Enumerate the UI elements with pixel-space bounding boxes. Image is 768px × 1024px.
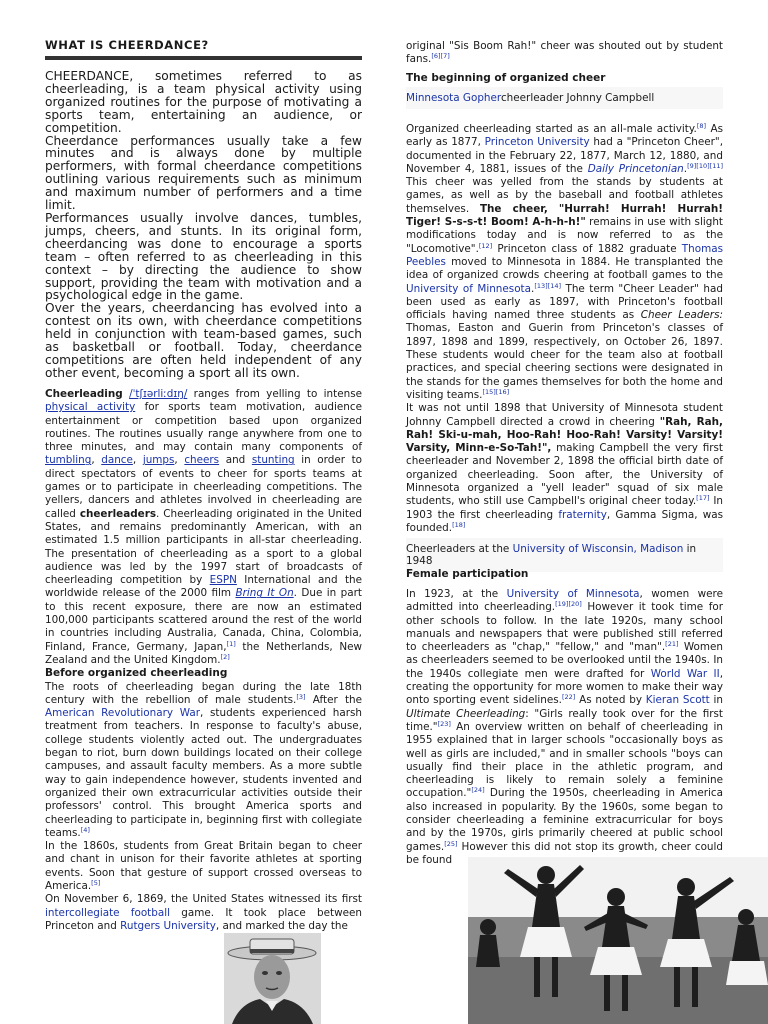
princeton-cheer-text: The cheer, "Hurrah! Hurrah! Hurrah! Tiger! S-s-s-t! Boom! A-h-h-h!" <box>406 202 724 229</box>
link-intercollegiate-football[interactable]: intercollegiate football <box>45 906 170 919</box>
portrait-image <box>224 933 321 1024</box>
intro-paragraph: Over the years, cheerdancing has evolved into a contest on its own, with cheerdance competitions held in conjunction with team-based games, such as basketball or football. Today, cheerdance competitions are often held independent of any other event, becoming a sport all its own. <box>45 301 362 380</box>
term-cheerleading: Cheerleading <box>45 388 123 400</box>
female-body <box>406 588 723 867</box>
link-cheers[interactable]: cheers <box>184 454 220 467</box>
cheerleading-paragraph: Cheerleading /ˈtʃɪərliːdɪŋ/ ranges from yelling to intense physical activity for sports team motivation, audience entertainment or competition based upon organized routines. The routines usually range anywhere from one to three minutes, and may contain many components of tumbling, dance, jumps, cheers and stunting in order to direct spectators of events to cheer for sports teams at games or to participate in cheerleading competitions. The yellers, dancers and athletes involved in cheerleading are called cheerleaders. Cheerleading originated in the United States, and remains predominantly American, with an estimated 1.5 million participants in all-star cheerleading. The presentation of cheerleading as a sport to a global audience was led by the 1997 start of broadcasts of cheerleading competition by ESPN International and the worldwide release of the 2000 film Bring It On. Due in part to this recent exposure, there are now an estimated 100,000 participants scattered around the rest of the world in countries including Australia, Canada, China, Colombia, Finland, France, Germany, Japan,[1] the Netherlands, New Zealand and the United Kingdom.[2] <box>45 388 363 666</box>
caption-wisconsin: Cheerleaders at the University of Wisconsin, Madison in 1948 <box>406 538 723 572</box>
section-heading-female: Female participation <box>406 568 529 580</box>
ref-23[interactable]: [23] <box>437 719 451 728</box>
link-minnesota-gopher[interactable]: Minnesota Gopher <box>406 92 501 104</box>
section-heading-before: Before organized cheerleading <box>45 667 228 680</box>
ref-12[interactable]: [12] <box>478 241 493 250</box>
ref-4[interactable]: [4] <box>80 825 90 834</box>
link-tumbling[interactable]: tumbling <box>45 454 92 467</box>
princeton-paragraph: Organized cheerleading started as an all-male activity.[8] As early as 1877, Princeton University had a "Princeton Cheer", documented in the February 22, 1877, March 12, 1880, and November 4, 1881, issues of the Daily Princetonian.[9][10][11] This cheer was yelled from the stands by students at games, as well as by the baseball and football athletes themselves. The cheer, "Hurrah! Hurrah! Hurrah! Tiger! S-s-s-t! Boom! A-h-h-h!" remains in use with slight modifications today and is now referred to as the "Locomotive".[12] Princeton class of 1882 graduate Thomas Peebles moved to Minnesota in 1884. He transplanted the idea of organized crowds cheering at football games to the University of Minnesota.[13][14] The term "Cheer Leader" had been used as early as 1897, with Princeton's football officials having named three students as Cheer Leaders: Thomas, Easton and Guerin from Princeton's classes of 1897, 1898 and 1899, respectively, on October 26, 1897. These students would cheer for the team also at football practices, and special cheering sections were designated in the stands for the games themselves for both the home and visiting teams.[15][16] <box>406 122 724 401</box>
title-rule <box>45 56 362 60</box>
link-daily-princetonian[interactable]: Daily Princetonian <box>587 162 684 175</box>
ref-9-10[interactable]: [9][10] <box>687 161 710 170</box>
link-world-war-ii[interactable]: World War II <box>650 667 720 680</box>
roots-paragraph: The roots of cheerleading began during the late 18th century with the rebellion of male students.[3] After the American Revolutionary War, students experienced harsh treatment from teachers. In response to faculty's abuse, college students violently acted out. The undergraduates began to riot, burn down buildings located on their college campuses, and assault faculty members. As a more subtle way to gain independence however, students invented and organized their own extracurricular activities outside their professors' control. This brought America sports and cheerleading to participate in, beginning first with collegiate teams.[4] <box>45 680 363 839</box>
link-bring-it-on[interactable]: Bring It On <box>235 587 294 600</box>
ref-19-20[interactable]: [19][20] <box>555 600 582 609</box>
johnny-campbell-photo <box>224 933 321 1024</box>
ref-11[interactable]: [11] <box>709 161 723 170</box>
term-cheerleaders: cheerleaders <box>79 507 157 520</box>
wisconsin-cheerleaders-photo <box>468 857 768 1024</box>
organized-heading-wrap <box>406 72 723 85</box>
female-paragraph: In 1923, at the University of Minnesota, women were admitted into cheerleading.[19][20] However it took time for other schools to follow. In the late 1920s, many school manuals and newspapers that were published still referred to cheerleaders as "chap," "fellow," and "man".[21] Women as cheerleaders seemed to be overlooked until the 1940s. In the 1940s collegiate men were drafted for World War II, creating the opportunity for more women to make their way onto sporting event sidelines.[22] As noted by Kieran Scott in Ultimate Cheerleading: "Girls really took over for the first time."[23] An overview written on behalf of cheerleading in 1955 explained that in larger schools "occasionally boys as well as girls are included," and in smaller schools "boys can usually find their place in the athletic program, and cheerleading is likely to remain solely a feminine occupation."[24] During the 1950s, cheerleading in America also increased in popularity. By the 1960s, some began to consider cheerleading a feminine extracurricular for boys and by the 1970s, girls primarily cheered at public school games.[25] However this did not stop its growth, cheer could be found <box>406 588 724 866</box>
link-thomas-peebles[interactable]: Thomas Peebles <box>406 242 723 268</box>
ref-8[interactable]: [8] <box>696 122 707 130</box>
ref-6-7[interactable]: [6][7] <box>431 52 450 61</box>
intro-text <box>45 70 362 380</box>
ref-3[interactable]: [3] <box>296 692 306 701</box>
section-heading-organized: The beginning of organized cheer <box>406 72 606 84</box>
ipa-link[interactable]: /ˈtʃɪərliːdɪŋ/ <box>129 388 188 400</box>
link-rutgers-university[interactable]: Rutgers University <box>120 919 216 932</box>
intro-paragraph: CHEERDANCE, sometimes referred to as cheerleading, is a team physical activity using organized routines for the purpose of motivating a sports team, entertaining an audience, or competition. <box>45 69 362 135</box>
link-university-of-minnesota[interactable]: University of Minnesota <box>406 282 531 295</box>
ref-22[interactable]: [22] <box>561 693 576 702</box>
ref-2[interactable]: [2] <box>220 652 230 661</box>
ref-15-16[interactable]: [15][16] <box>482 387 510 396</box>
minnesota-cheer-text: "Rah, Rah, Rah! Ski-u-mah, Hoo-Rah! Hoo-Rah! Varsity! Varsity! Varsity, Minn-e-So-Tah!", <box>406 415 723 455</box>
cheerleaders-image <box>468 857 768 1024</box>
caption-johnny-campbell: Minnesota Gophercheerleader Johnny Campbell <box>406 87 723 109</box>
ref-21[interactable]: [21] <box>665 640 679 649</box>
link-stunting[interactable]: stunting <box>251 454 295 467</box>
link-dance[interactable]: dance <box>101 454 133 467</box>
ref-5[interactable]: [5] <box>91 878 101 887</box>
ref-1[interactable]: [1] <box>226 639 236 648</box>
intro-paragraph: Performances usually involve dances, tumbles, jumps, cheers, and stunts. In its original form, cheerdancing was done to encourage a sports team – often referred to as cheerleading in this context – by directing the audience to show support, providing the team with motivation and a psychological edge in the game. <box>45 210 362 303</box>
page-title: WHAT IS CHEERDANCE? <box>45 38 209 52</box>
link-university-of-wisconsin-madison[interactable]: University of Wisconsin, Madison <box>512 543 684 555</box>
campbell-paragraph: It was not until 1898 that University of Minnesota student Johnny Campbell directed a crowd in cheering "Rah, Rah, Rah! Ski-u-mah, Hoo-Rah! Hoo-Rah! Varsity! Varsity! Varsity, Minn-e-So-Tah!", making Campbell the very first cheerleader and November 2, 1898 the official birth date of organized cheerleading. Soon after, the University of Minnesota organized a "yell leader" squad of six male students, who still use Campbell's original cheer today.[17] In 1903 the first cheerleading fraternity, Gamma Sigma, was founded.[18] <box>406 402 723 534</box>
article-body <box>45 388 362 933</box>
ref-25[interactable]: [25] <box>444 839 458 848</box>
female-section <box>406 568 723 581</box>
link-jumps[interactable]: jumps <box>142 454 175 467</box>
ref-17[interactable]: [17] <box>696 494 710 503</box>
top-continuation: original "Sis Boom Rah!" cheer was shouted out by student fans.[6][7] <box>406 40 723 66</box>
britain-paragraph: In the 1860s, students from Great Britain began to cheer and chant in unison for their favorite athletes at sporting events. Soon that gesture of support crossed overseas to America.[5] <box>45 840 362 892</box>
ref-18[interactable]: [18] <box>452 520 466 529</box>
link-princeton-university[interactable]: Princeton University <box>484 136 590 149</box>
ref-24[interactable]: [24] <box>471 786 485 795</box>
intro-paragraph: Cheerdance performances usually take a few minutes and is always done by multiple performers, with formal cheerdance competitions outlining various requirements such as minimum and maximum number of performers and a time limit. <box>45 133 362 213</box>
link-american-revolutionary-war[interactable]: American Revolutionary War <box>45 707 200 720</box>
link-physical-activity[interactable]: physical activity <box>45 401 136 414</box>
organized-body <box>406 123 723 535</box>
link-fraternity[interactable]: fraternity <box>558 508 607 521</box>
football-paragraph: On November 6, 1869, the United States witnessed its first intercollegiate football game. It took place between Princeton and Rutgers University, and marked the day the <box>45 893 362 932</box>
ref-13-14[interactable]: [13][14] <box>534 281 561 290</box>
link-kieran-scott[interactable]: Kieran Scott <box>645 694 710 707</box>
link-espn[interactable]: ESPN <box>209 574 237 587</box>
link-university-of-minnesota-2[interactable]: University of Minnesota <box>506 588 640 600</box>
